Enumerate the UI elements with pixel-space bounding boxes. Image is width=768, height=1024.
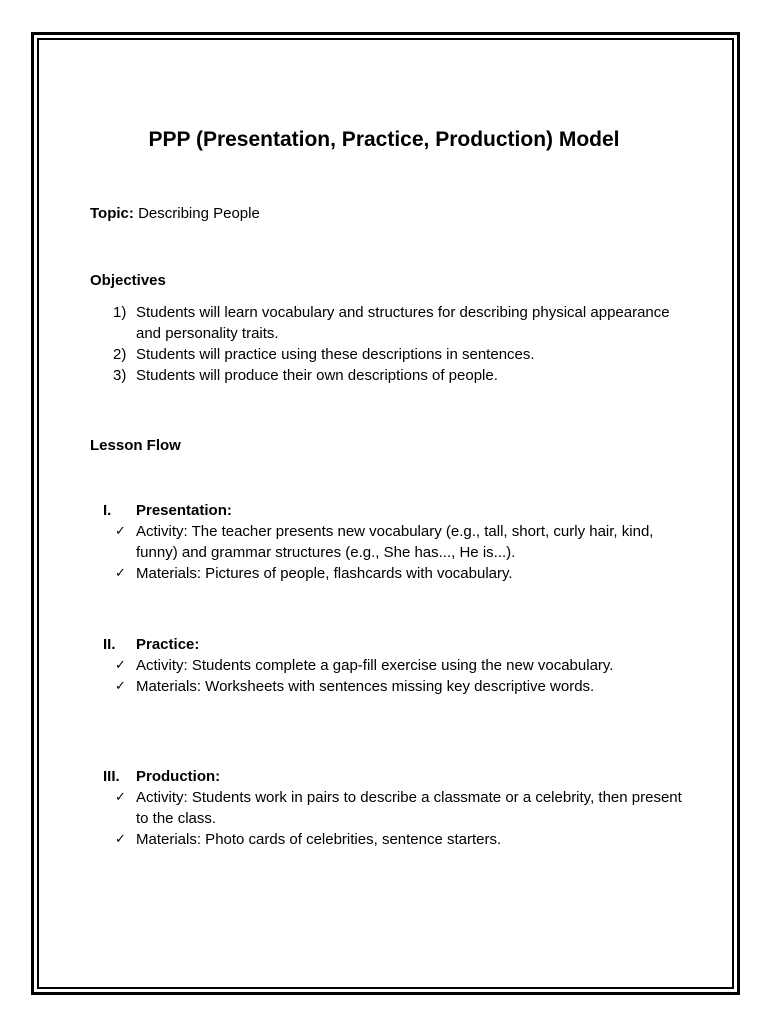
objective-text: Students will practice using these descriptions in sentences. <box>136 346 535 363</box>
checkmark-icon: ✓ <box>115 658 126 673</box>
phase-items <box>90 521 690 584</box>
phase-item-text: Materials: Pictures of people, flashcards with vocabulary. <box>136 565 513 582</box>
objective-number: 3) <box>113 367 127 384</box>
checkmark-icon: ✓ <box>115 524 126 539</box>
checkmark-icon: ✓ <box>115 790 126 805</box>
objectives-list <box>90 302 690 386</box>
phase-number: II. <box>103 636 116 653</box>
phase-heading <box>90 634 690 655</box>
phase-items <box>90 787 690 850</box>
phase-item-text: Materials: Worksheets with sentences missing key descriptive words. <box>136 678 595 695</box>
phase-item <box>90 676 690 697</box>
phase-items <box>90 655 690 697</box>
phase-heading <box>90 500 690 521</box>
lesson-flow-heading: Lesson Flow <box>90 437 181 454</box>
phase-item <box>90 787 690 829</box>
phase-item <box>90 521 690 563</box>
phase-item-text: Materials: Photo cards of celebrities, sentence starters. <box>136 831 502 848</box>
phase-title: Practice: <box>136 636 200 653</box>
topic-label: Topic: <box>90 205 134 222</box>
phase-number: I. <box>103 502 112 519</box>
topic-line <box>90 205 260 222</box>
objective-number: 2) <box>113 346 127 363</box>
phase-presentation <box>90 500 690 584</box>
phase-item-text: Activity: The teacher presents new vocabulary (e.g., tall, short, curly hair, kind, funny) and grammar structures (e.g., She has..., He is...). <box>136 523 654 561</box>
phase-item-text: Activity: Students complete a gap-fill exercise using the new vocabulary. <box>136 657 614 674</box>
topic-value: Describing People <box>138 205 260 222</box>
objective-item <box>90 344 690 365</box>
phase-number: III. <box>103 768 120 785</box>
phase-heading <box>90 766 690 787</box>
phase-item <box>90 655 690 676</box>
objective-text: Students will produce their own descriptions of people. <box>136 367 498 384</box>
phase-item <box>90 829 690 850</box>
phase-item <box>90 563 690 584</box>
checkmark-icon: ✓ <box>115 566 126 581</box>
objective-number: 1) <box>113 304 127 321</box>
phase-production <box>90 766 690 850</box>
phase-practice <box>90 634 690 697</box>
phase-title: Presentation: <box>136 502 232 519</box>
objectives-heading: Objectives <box>90 272 166 289</box>
objective-item <box>90 302 690 344</box>
checkmark-icon: ✓ <box>115 679 126 694</box>
checkmark-icon: ✓ <box>115 832 126 847</box>
phase-item-text: Activity: Students work in pairs to describe a classmate or a celebrity, then present to the class. <box>136 789 682 827</box>
objective-item <box>90 365 690 386</box>
phase-title: Production: <box>136 768 221 785</box>
document-title: PPP (Presentation, Practice, Production) Model <box>148 128 620 151</box>
objective-text: Students will learn vocabulary and structures for describing physical appearance and personality traits. <box>136 304 670 342</box>
